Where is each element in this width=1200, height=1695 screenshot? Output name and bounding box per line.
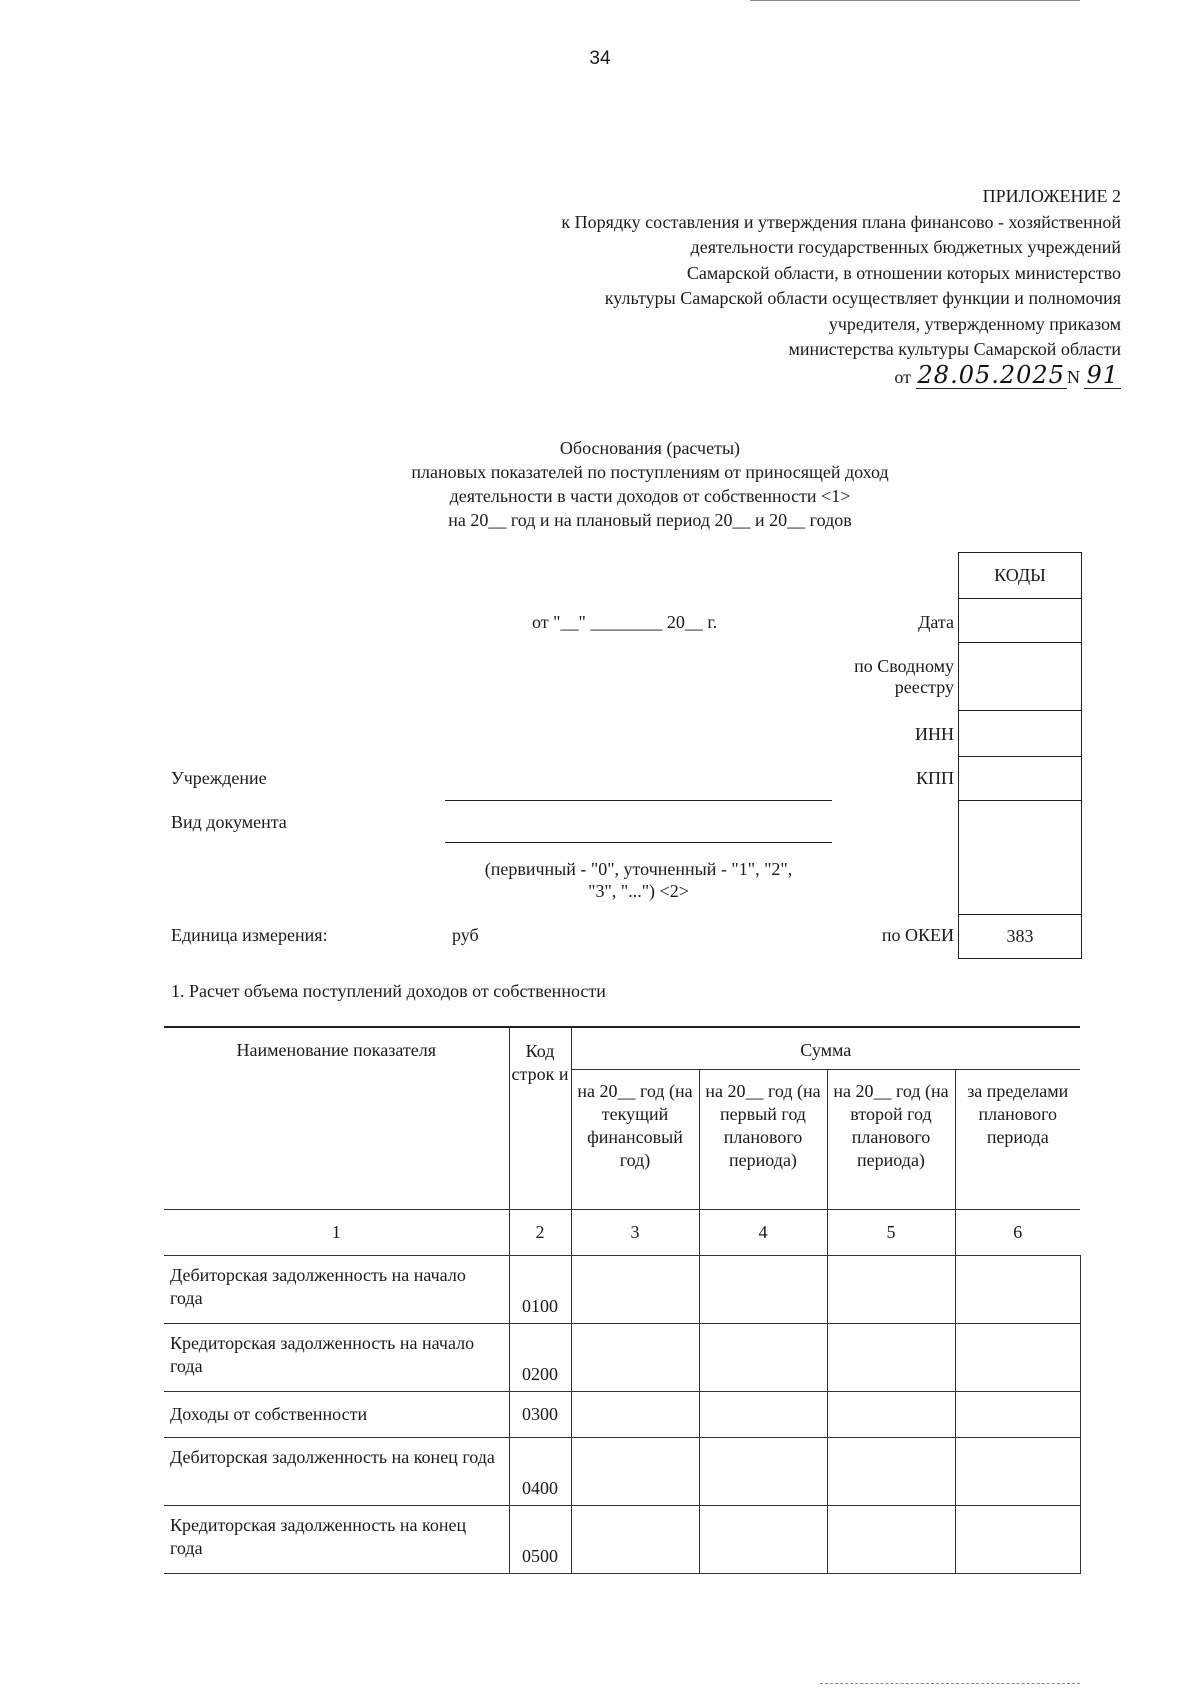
unit-value: руб: [452, 925, 479, 945]
sum-cell[interactable]: [571, 1255, 699, 1323]
table-row: [164, 1323, 1080, 1391]
table-row: [164, 1437, 1080, 1505]
doc-type-note: [445, 858, 832, 902]
label-date: Дата: [918, 612, 954, 632]
title-line: Обоснования (расчеты): [559, 438, 741, 458]
codes-header: КОДЫ: [959, 553, 1082, 599]
doc-type-label: Вид документа: [171, 812, 287, 832]
header-col6: за пределами планового периода: [955, 1069, 1080, 1209]
number-prefix: N: [1066, 367, 1080, 387]
col-number: 2: [509, 1209, 571, 1255]
institution-field[interactable]: [445, 800, 832, 801]
income-table: [164, 1026, 1081, 1574]
doc-type-field[interactable]: [445, 842, 832, 843]
table-row: [164, 1505, 1080, 1573]
row-code: 0400: [509, 1437, 571, 1505]
label-registry: [854, 656, 954, 698]
col-number: 3: [571, 1209, 699, 1255]
code-cell-kpp: [959, 757, 1082, 801]
sum-cell[interactable]: [827, 1323, 955, 1391]
sum-cell[interactable]: [571, 1323, 699, 1391]
header-code: Код строк и: [509, 1027, 571, 1209]
bottom-edge-line: [820, 1683, 1080, 1684]
col-number: 1: [164, 1209, 509, 1255]
handwritten-number: 91: [1086, 361, 1119, 389]
sum-cell[interactable]: [571, 1391, 699, 1437]
order-date-number: [894, 362, 1121, 389]
header-col5: на 20__ год (на второй год планового периода): [827, 1069, 955, 1209]
appendix-line: к Порядку составления и утверждения плана финансово - хозяйственной: [561, 211, 1121, 232]
code-cell-okei: 383: [959, 915, 1082, 959]
doc-type-note-line: "3", "...") <2>: [588, 881, 689, 901]
sum-cell[interactable]: [827, 1255, 955, 1323]
appendix-line: деятельности государственных бюджетных учреждений: [690, 237, 1121, 257]
code-cell-inn: [959, 711, 1082, 757]
code-cell-registry: [959, 643, 1082, 711]
row-name: Доходы от собственности: [164, 1391, 509, 1437]
codes-table: [958, 552, 1082, 959]
appendix-line: Самарской области, в отношении которых министерство: [686, 262, 1121, 283]
sum-cell[interactable]: [955, 1391, 1080, 1437]
institution-label: Учреждение: [171, 768, 267, 788]
row-code: 0200: [509, 1323, 571, 1391]
sum-cell[interactable]: [699, 1505, 827, 1573]
form-date-line: от "__" ________ 20__ г.: [532, 612, 718, 632]
sum-cell[interactable]: [955, 1323, 1080, 1391]
top-edge-line: [750, 0, 1080, 1]
sum-cell[interactable]: [699, 1255, 827, 1323]
label-okei: по ОКЕИ: [881, 925, 954, 945]
document-title: [300, 436, 1000, 532]
appendix-line: учредителя, утвержденному приказом: [828, 313, 1121, 334]
sum-cell[interactable]: [571, 1437, 699, 1505]
label-registry-line: реестру: [894, 677, 954, 697]
header-name: Наименование показателя: [164, 1027, 509, 1209]
label-inn: ИНН: [915, 724, 954, 744]
sum-cell[interactable]: [827, 1505, 955, 1573]
row-name: Кредиторская задолженность на начало года: [164, 1323, 509, 1391]
row-code: 0100: [509, 1255, 571, 1323]
unit-label: Единица измерения:: [171, 925, 328, 945]
section-title: 1. Расчет объема поступлений доходов от собственности: [171, 981, 606, 1001]
row-name: Кредиторская задолженность на конец года: [164, 1505, 509, 1573]
row-name: Дебиторская задолженность на конец года: [164, 1437, 509, 1505]
row-code: 0300: [509, 1391, 571, 1437]
doc-type-note-line: (первичный - "0", уточненный - "1", "2",: [484, 859, 793, 879]
sum-cell[interactable]: [955, 1255, 1080, 1323]
sum-cell[interactable]: [827, 1437, 955, 1505]
page-number: 34: [589, 48, 611, 69]
code-cell-date: [959, 599, 1082, 643]
sum-cell[interactable]: [699, 1391, 827, 1437]
table-row: [164, 1255, 1080, 1323]
sum-cell[interactable]: [827, 1391, 955, 1437]
label-registry-line: по Сводному: [854, 656, 954, 676]
sum-cell[interactable]: [571, 1505, 699, 1573]
appendix-title: ПРИЛОЖЕНИЕ 2: [982, 186, 1121, 206]
handwritten-date: 28.05.2025: [917, 361, 1065, 389]
col-number: 5: [827, 1209, 955, 1255]
appendix-block: [421, 184, 1121, 363]
row-name: Дебиторская задолженность на начало года: [164, 1255, 509, 1323]
header-col4: на 20__ год (на первый год планового периода): [699, 1069, 827, 1209]
appendix-line: министерства культуры Самарской области: [788, 339, 1121, 359]
sum-cell[interactable]: [699, 1437, 827, 1505]
date-prefix: от: [894, 367, 912, 387]
sum-cell[interactable]: [955, 1505, 1080, 1573]
title-line: плановых показателей по поступлениям от приносящей доход: [411, 462, 889, 482]
table-row: [164, 1391, 1080, 1437]
header-sum: Сумма: [571, 1027, 1080, 1069]
title-line: на 20__ год и на плановый период 20__ и 20__ годов: [448, 510, 852, 530]
header-col3: на 20__ год (на текущий финансовый год): [571, 1069, 699, 1209]
code-cell-doc-type: [959, 801, 1082, 915]
title-line: деятельности в части доходов от собственности <1>: [449, 486, 851, 506]
row-code: 0500: [509, 1505, 571, 1573]
sum-cell[interactable]: [699, 1323, 827, 1391]
col-number: 4: [699, 1209, 827, 1255]
label-kpp: КПП: [915, 768, 954, 788]
col-number: 6: [955, 1209, 1080, 1255]
appendix-line: культуры Самарской области осуществляет функции и полномочия: [604, 288, 1121, 308]
sum-cell[interactable]: [955, 1437, 1080, 1505]
